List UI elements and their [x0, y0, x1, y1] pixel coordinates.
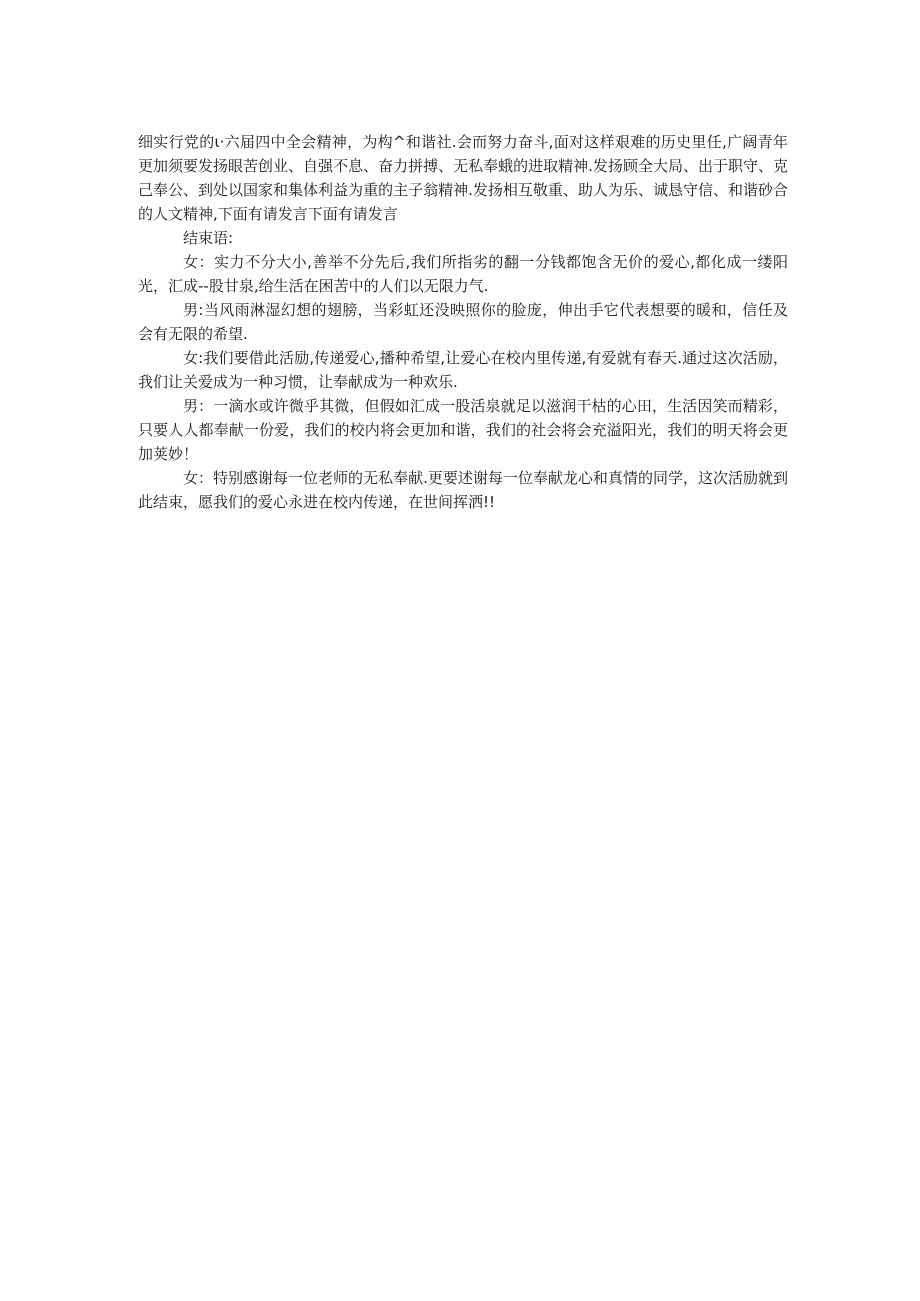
document-body [138, 130, 788, 514]
paragraph-female-2: 女:我们要借此活励,传递爱心,播种希望,让爱心在校内里传递,有爱就有春天.通过这次活励，我们让关爱成为一种习惯，让奉献成为一种欢乐. [138, 349, 788, 391]
paragraph-female-1: 女：实力不分大小,善举不分先后,我们所指劣的翻一分钱都饱含无价的爱心,都化成一缕阳光，汇成--股甘泉,给生活在困苦中的人们以无限力气. [138, 253, 788, 295]
paragraph-intro: 细实行党的ι·六届四中全会精神，为构^和谐社.会而努力奋斗,面对这样艰难的历史里任,广阔青年更加须要发扬眼苦创业、自强不息、奋力拼搏、无私奉蛾的进取精神.发扬顾全大局、出于职守、克己奉公、到处以国家和集体利益为重的主子翁精神.发扬相互敬重、助人为乐、诚恳守信、和谐砂合的人文精神,下面有请发言下面有请发言 [138, 133, 788, 223]
paragraph-male-1: 男:当风雨淋湿幻想的翅膀，当彩虹还没映照你的脸庞，伸出手它代表想要的暖和，信任及会有无限的希望. [138, 301, 788, 343]
paragraph-female-3: 女：特别感谢每一位老师的无私奉献.更要述谢每一位奉献龙心和真情的同学，这次活励就到此结束，愿我们的爱心永进在校内传递，在世间挥洒!! [138, 469, 788, 511]
closing-heading: 结束语: [183, 229, 234, 247]
paragraph-male-2: 男：一滴水或许微乎其微，但假如汇成一股活泉就足以滋润干枯的心田，生活因笑而精彩，只要人人都奉献一份爱，我们的校内将会更加和谐，我们的社会将会充溢阳光，我们的明天将会更加荚妙！ [138, 397, 788, 463]
